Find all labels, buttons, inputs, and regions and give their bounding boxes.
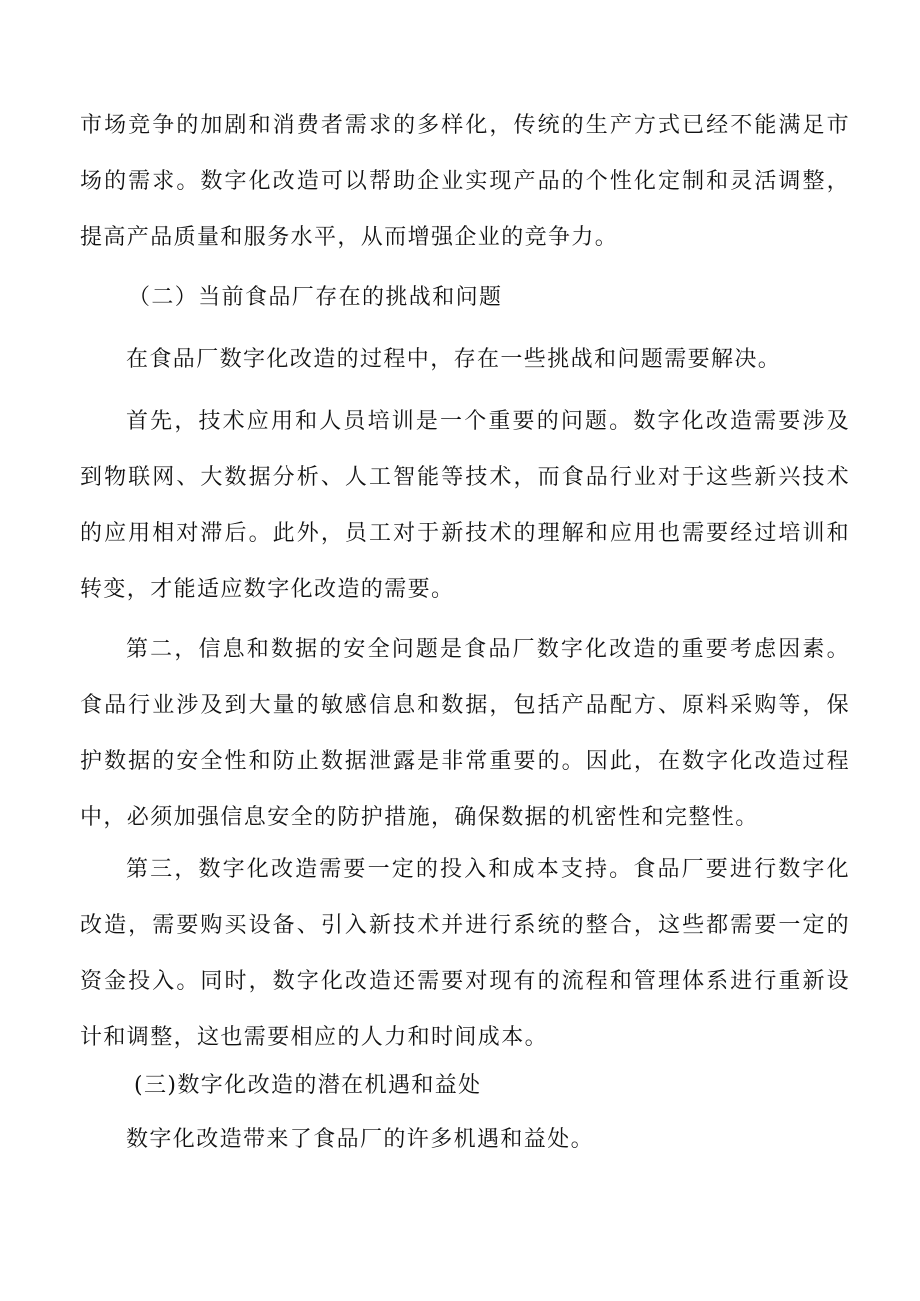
paragraph-second-data-security: 第二，信息和数据的安全问题是食品厂数字化改造的重要考虑因素。食品行业涉及到大量的敏感信息和数据，包括产品配方、原料采购等，保护数据的安全性和防止数据泄露是非常重要的。因此，在数字化改造过程中，必须加强信息安全的防护措施，确保数据的机密性和完整性。 [80,637,850,830]
paragraph-first-technology-training: 首先，技术应用和人员培训是一个重要的问题。数字化改造需要涉及到物联网、大数据分析、人工智能等技术，而食品行业对于这些新兴技术的应用相对滞后。此外，员工对于新技术的理解和应用也需要经过培训和转变，才能适应数字化改造的需要。 [80,409,850,602]
paragraph-market-competition: 市场竞争的加剧和消费者需求的多样化，传统的生产方式已经不能满足市场的需求。数字化改造可以帮助企业实现产品的个性化定制和灵活调整，提高产品质量和服务水平，从而增强企业的竞争力。 [80,113,850,250]
paragraph-opportunities-intro: 数字化改造带来了食品厂的许多机遇和益处。 [126,1127,595,1152]
paragraph-challenges-intro: 在食品厂数字化改造的过程中，存在一些挑战和问题需要解决。 [126,347,782,372]
paragraph-third-investment-cost: 第三，数字化改造需要一定的投入和成本支持。食品厂要进行数字化改造，需要购买设备、引入新技术并进行系统的整合，这些都需要一定的资金投入。同时，数字化改造还需要对现有的流程和管理体系进行重新设计和调整，这也需要相应的人力和时间成本。 [80,857,850,1050]
section-heading-opportunities: (三)数字化改造的潜在机遇和益处 [134,1073,482,1098]
section-heading-challenges: （二）当前食品厂存在的挑战和问题 [128,285,503,310]
